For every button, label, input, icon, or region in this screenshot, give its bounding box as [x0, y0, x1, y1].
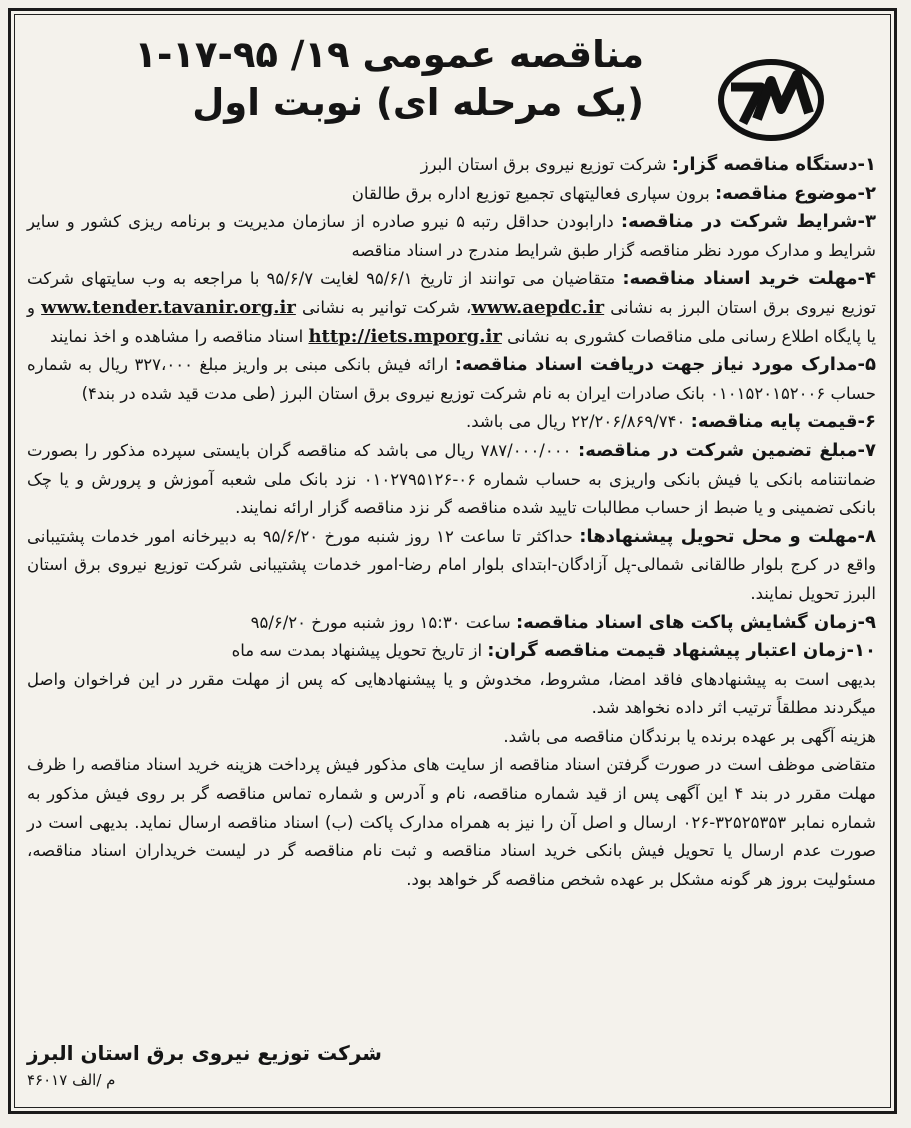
item-label: ۹-زمان گشایش پاکت های اسناد مناقصه: [515, 611, 876, 633]
link-iets[interactable]: http://iets.mporg.ir [308, 325, 502, 347]
item-5 [27, 351, 876, 408]
note-ad-cost: هزینه آگهی بر عهده برنده یا برندگان مناقصه می باشد. [503, 726, 876, 746]
item-text: ۲۲/۲۰۶/۸۶۹/۷۴۰ ریال می باشد. [465, 412, 691, 432]
item-label: ۳-شرایط شرکت در مناقصه: [620, 211, 876, 233]
item-7 [27, 437, 876, 523]
item-label: ۵-مدارک مورد نیاز جهت دریافت اسناد مناقصه: [454, 354, 876, 376]
title-line1: مناقصه عمومی ۱۹/ ۹۵-۱۷-۱ [134, 33, 644, 76]
link-tavanir-tender[interactable]: www.tender.tavanir.org.ir [41, 296, 296, 318]
item-text: برون سپاری فعالیتهای تجمیع توزیع اداره برق طالقان [351, 183, 715, 203]
item-label: ۸-مهلت و محل تحویل پیشنهادها: [579, 525, 876, 547]
item-9 [27, 609, 876, 638]
item-3 [27, 208, 876, 265]
item-text: و یا پایگاه اطلاع رسانی ملی مناقصات کشوری به نشانی [27, 297, 876, 346]
note-fax-receipt: متقاضی موظف است در صورت گرفتن اسناد مناقصه از سایت های مذکور فیش پرداخت هزینه خرید اسناد مناقصه را ظرف مهلت مقرر در بند ۴ این آگهی پس از قید شماره مناقصه، نام و آدرس و شماره تماس مناقصه گر بر روی فیش مذکور به شماره نمابر ۳۲۵۲۵۳۵۳-۰۲۶ ارسال و اصل آن را نیز به همراه مدارک پاکت (ب) اسناد مناقصه ارسال نماید. بدیهی است در صورت عدم ارسال یا تحویل فیش بانکی خرید اسناد مناقصه و ثبت نام مناقصه گر در لیست خریداران اسناد مناقصه، مسئولیت بروز هر گونه مشکل بر عهده شخص مناقصه گر خواهد بود. [27, 755, 876, 889]
footer [27, 1041, 876, 1097]
item-label: ۶-قیمت پایه مناقصه: [690, 411, 876, 433]
item-label: ۲-موضوع مناقصه: [714, 182, 876, 204]
item-text: ، شرکت توانیر به نشانی [295, 297, 472, 317]
note-invalid-bids: بدیهی است به پیشنهادهای فاقد امضا، مشروط، مخدوش و یا پیشنهادهایی که پس از مهلت مقرر در این فراخوان واصل میگردند مطلقاً ترتیب اثر داده نخواهد شد. [27, 669, 876, 718]
company-signature: شرکت توزیع نیروی برق استان البرز [27, 1041, 382, 1065]
item-text: ارائه فیش بانکی مبنی بر واریز مبلغ ۳۲۷،۰۰۰ ریال به شماره حساب ۰۱۰۱۵۲۰۱۵۲۰۰۶ بانک صادرات ایران به نام شرکت توزیع نیروی برق استان البرز (طی مدت قید شده در بند۴) [27, 355, 876, 403]
header [11, 11, 894, 139]
item-text: متقاضیان می توانند از تاریخ ۹۵/۶/۱ لغایت ۹۵/۶/۷ با مراجعه به وب سایتهای شرکت توزیع نیروی برق استان البرز به نشانی [27, 269, 876, 317]
tender-advertisement [8, 8, 897, 1114]
item-label: ۱-دستگاه مناقصه گزار: [671, 154, 876, 175]
item-text: دارابودن حداقل رتبه ۵ نیرو صادره از سازمان مدیریت و برنامه ریزی کشور و سایر شرایط و مدارک مورد نظر مناقصه گزار طبق شرایط مندرج در اسناد مناقصه [27, 212, 876, 260]
item-label: ۷-مبلغ تضمین شرکت در مناقصه: [578, 439, 876, 461]
item-label: ۱۰-زمان اعتبار پیشنهاد قیمت مناقصه گران: [487, 640, 876, 662]
item-label: ۴-مهلت خرید اسناد مناقصه: [622, 268, 876, 290]
item-text: حداکثر تا ساعت ۱۲ روز شنبه مورخ ۹۵/۶/۲۰ به دبیرخانه امور خدمات پشتیبانی واقع در کرج بلوار طالقانی شمالی-پل آزادگان-ابتدای بلوار امام رضا-امور خدمات پشتیبانی شرکت توزیع نیروی برق استان البرز تحویل نمایند. [27, 526, 876, 603]
tavanir-logo-icon [717, 57, 825, 143]
item-text: اسناد مناقصه را مشاهده و اخذ نمایند [50, 326, 309, 346]
item-2 [27, 180, 876, 209]
title-line2: (یک مرحله ای) نوبت اول [192, 81, 644, 124]
item-text: ۷۸۷/۰۰۰/۰۰۰ ریال می باشد که مناقصه گران بایستی سپرده مذکور را بصورت ضمانتنامه بانکی یا فیش بانکی واریزی به حساب شماره ۰۶-۰۱۰۲۷۹۵۱۲۶ نزد بانک ملی شعبه آموزش و پرورش و یا چک بانکی تضمینی و یا ضبط از حساب مطالبات تایید شده مناقصه گر نزد مناقصه گزار ارائه نمایند. [27, 440, 876, 518]
item-10 [27, 637, 876, 666]
item-1 [27, 151, 876, 180]
item-6 [27, 408, 876, 437]
item-text: از تاریخ تحویل پیشنهاد بمدت سه ماه [231, 641, 488, 661]
link-aepdc[interactable]: www.aepdc.ir [471, 296, 605, 318]
item-text: شرکت توزیع نیروی برق استان البرز [420, 155, 672, 174]
item-8 [27, 523, 876, 609]
item-4 [27, 265, 876, 351]
ad-body [27, 151, 876, 894]
item-text: ساعت ۱۵:۳۰ روز شنبه مورخ ۹۵/۶/۲۰ [250, 612, 516, 632]
ad-code: م /الف ۴۶۰۱۷ [27, 1071, 116, 1089]
